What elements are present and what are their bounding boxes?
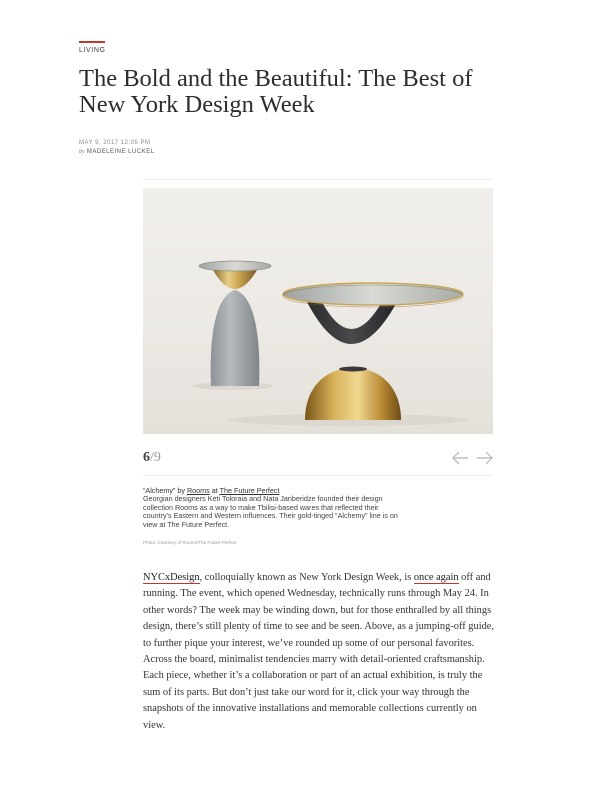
article-body [143,570,495,734]
body-link-nycxdesign[interactable]: NYCxDesign [143,572,200,583]
gallery-counter-separator: / [150,450,154,465]
article-title: The Bold and the Beautiful: The Best of New York Design Week [79,65,473,118]
body-text-1: , colloquially known as New York Design Week, is [199,572,414,583]
author-link[interactable]: MADELEINE LUCKEL [86,149,155,155]
gallery-current-index: 6 [143,450,150,465]
arrow-right-icon [476,451,494,465]
gallery-next-button[interactable] [476,451,494,465]
divider [143,475,493,476]
body-link-once-again[interactable]: once again [413,572,459,583]
caption-title-prefix: “Alchemy” by [143,486,187,495]
body-text-2: off and running. The event, which opened Wednesday, technically runs through May 24. In other words? The week may be winding down, but for those enthralled by all things design, there’s still plenty of time to see and be seen. Above, as a jumping-off guide, to further pique your interest, we’ve rounded up some of our personal favorites. Across the board, minimalist tendencies marry with detail-oriented craftsmanship. Each piece, whether it’s a collaboration or part of an actual exhibition, is truly the sum of its parts. But don’t just take our word for it, click your way through the snapshots of the innovative installations and memorable collections currently on view. [143,572,494,731]
caption-body: Georgian designers Keti Toloraia and Nata Janberidze founded their design collection Rooms as a way to make Tbilisi-based wares that reflected their country’s Eastern and Western influences. Their gold-tinged “Alchemy” line is on view at The Future Perfect. [143,494,398,529]
divider [143,179,493,180]
caption-title-mid: at [209,486,220,495]
caption-link-rooms[interactable]: Rooms [186,486,210,495]
gallery-total: 9 [153,450,161,465]
arrow-left-icon [451,451,469,465]
photo-credit: Photo: Courtesy of Rooms/The Future Perfect [143,540,237,545]
alchemy-tables-photo [143,188,493,434]
byline-prefix: by [79,149,85,155]
section-label[interactable]: LIVING [79,47,106,54]
section-accent-rule [79,41,105,43]
gallery-image[interactable] [143,188,493,434]
byline [79,149,155,155]
article-date: MAY 9, 2017 12:05 PM [79,140,151,146]
gallery-counter [143,450,161,466]
caption-link-future-perfect[interactable]: The Future Perfect [219,486,280,495]
gallery-prev-button[interactable] [451,451,469,465]
